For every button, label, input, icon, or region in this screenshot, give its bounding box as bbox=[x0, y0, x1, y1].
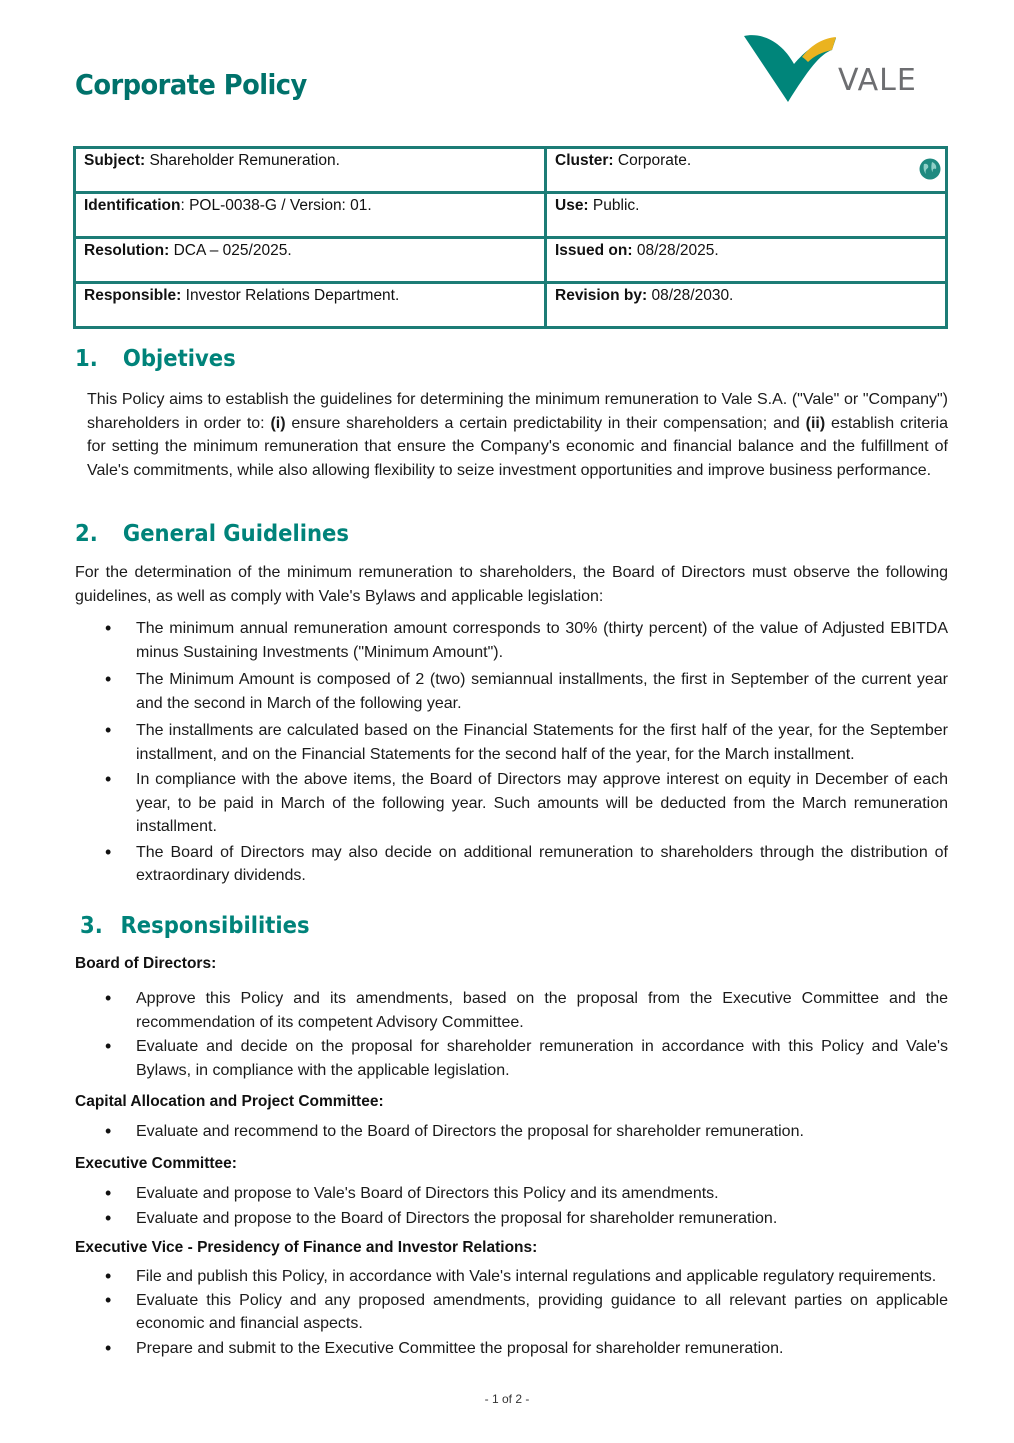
resolution-value: DCA – 025/2025. bbox=[173, 242, 292, 259]
vale-logo bbox=[742, 30, 932, 105]
use-cell bbox=[546, 193, 947, 238]
revision-by-label: Revision by: bbox=[555, 287, 648, 304]
policy-metadata-table bbox=[73, 146, 948, 329]
list-item: • Evaluate and propose to the Board of Directors the proposal for shareholder remuneration. bbox=[75, 1207, 948, 1231]
objectives-paragraph bbox=[87, 388, 948, 482]
table-row bbox=[75, 238, 947, 283]
section-heading-objectives bbox=[75, 346, 236, 372]
list-item: • Approve this Policy and its amendments, based on the proposal from the Executive Committee and the recommendation of its competent Advisory Committee. bbox=[75, 987, 948, 1034]
list-item: • In compliance with the above items, the Board of Directors may approve interest on equity in December of each year, to be paid in March of the following year. Such amounts will be deducted from the March remuneration installment. bbox=[75, 768, 948, 839]
section-title: Objetives bbox=[122, 346, 236, 372]
globe-icon bbox=[919, 158, 941, 180]
text-run: This Policy aims to establish the guidelines for determining the minimum remuneration to Vale S.A. ("Vale" or "Company") shareholders in order to: bbox=[87, 391, 948, 432]
cluster-value: Corporate. bbox=[617, 152, 692, 169]
finance-vp-list bbox=[75, 1265, 948, 1360]
section-title: General Guidelines bbox=[122, 521, 350, 547]
cluster-cell bbox=[546, 148, 947, 193]
marker-ii: (ii) bbox=[805, 414, 826, 432]
text-run: ensure shareholders a certain predictability in their compensation; and bbox=[285, 414, 806, 432]
marker-i: (i) bbox=[270, 414, 286, 432]
group-heading-executive-committee: Executive Committee: bbox=[75, 1155, 237, 1172]
guidelines-intro: For the determination of the minimum remuneration to shareholders, the Board of Directors must observe the following guidelines, as well as comply with Vale's Bylaws and applicable legislation: bbox=[75, 564, 948, 605]
group-heading-finance-vp: Executive Vice - Presidency of Finance and Investor Relations: bbox=[75, 1239, 538, 1256]
guidelines-list bbox=[75, 617, 948, 888]
table-row bbox=[75, 193, 947, 238]
subject-cell bbox=[75, 148, 546, 193]
capital-allocation-list bbox=[75, 1120, 948, 1144]
board-responsibilities-list bbox=[75, 987, 948, 1082]
list-item: • Evaluate and propose to Vale's Board of Directors this Policy and its amendments. bbox=[75, 1182, 948, 1206]
table-row bbox=[75, 283, 947, 328]
list-item: • File and publish this Policy, in accordance with Vale's internal regulations and applicable regulatory requirements. bbox=[75, 1265, 948, 1289]
text-run: establish criteria for setting the minimum remuneration that ensure the Company's economic and financial balance and the fulfillment of Vale's commitments, while also allowing flexibility to seize investment opportunities and improve business performance. bbox=[87, 414, 949, 479]
subject-value: Shareholder Remuneration. bbox=[145, 152, 340, 169]
group-heading-board: Board of Directors: bbox=[75, 955, 217, 972]
page-number: - 1 of 2 - bbox=[484, 1392, 530, 1406]
identification-label: Identification bbox=[84, 197, 181, 214]
list-item: • Evaluate and recommend to the Board of Directors the proposal for shareholder remuneration. bbox=[75, 1120, 948, 1144]
list-item: • Evaluate and decide on the proposal for shareholder remuneration in accordance with this Policy and Vale's Bylaws, in compliance with the applicable legislation. bbox=[75, 1035, 948, 1082]
executive-committee-list bbox=[75, 1182, 948, 1230]
resolution-cell bbox=[75, 238, 546, 283]
group-heading-capital-allocation: Capital Allocation and Project Committee: bbox=[75, 1093, 384, 1110]
section-title: Responsibilities bbox=[120, 913, 310, 939]
subject-label: Subject: bbox=[84, 152, 146, 169]
section-number: 1. bbox=[75, 346, 98, 372]
list-item: • The Minimum Amount is composed of 2 (two) semiannual installments, the first in September of the current year and the second in March of the following year. bbox=[75, 668, 948, 715]
table-row bbox=[75, 148, 947, 193]
revision-by-value: 08/28/2030. bbox=[651, 287, 734, 304]
section-heading-guidelines bbox=[75, 521, 349, 547]
responsible-label: Responsible: bbox=[84, 287, 182, 304]
list-item: • The installments are calculated based on the Financial Statements for the first half of the year, for the September installment, and on the Financial Statements for the second half of the year, for the March installment. bbox=[75, 719, 948, 766]
list-item: • The Board of Directors may also decide on additional remuneration to shareholders through the distribution of extraordinary dividends. bbox=[75, 841, 948, 888]
list-item: • Evaluate this Policy and any proposed amendments, providing guidance to all relevant parties on applicable economic and financial aspects. bbox=[75, 1289, 948, 1336]
issued-on-label: Issued on: bbox=[555, 242, 633, 259]
responsible-value: Investor Relations Department. bbox=[185, 287, 400, 304]
section-heading-responsibilities bbox=[80, 913, 310, 939]
vale-logo-icon bbox=[742, 30, 932, 105]
issued-on-value: 08/28/2025. bbox=[636, 242, 719, 259]
use-value: Public. bbox=[592, 197, 640, 214]
section-number: 3. bbox=[80, 913, 103, 939]
list-item: • The minimum annual remuneration amount corresponds to 30% (thirty percent) of the value of Adjusted EBITDA minus Sustaining Investments ("Minimum Amount"). bbox=[75, 617, 948, 664]
responsible-cell bbox=[75, 283, 546, 328]
section-number: 2. bbox=[75, 521, 98, 547]
resolution-label: Resolution: bbox=[84, 242, 170, 259]
identification-cell bbox=[75, 193, 546, 238]
issued-on-cell bbox=[546, 238, 947, 283]
page-title: Corporate Policy bbox=[75, 68, 307, 101]
identification-value: : POL-0038-G / Version: 01. bbox=[180, 197, 372, 214]
svg-text:VALE: VALE bbox=[838, 63, 917, 98]
list-item: • Prepare and submit to the Executive Committee the proposal for shareholder remuneration. bbox=[75, 1337, 948, 1361]
use-label: Use: bbox=[555, 197, 589, 214]
cluster-label: Cluster: bbox=[555, 152, 614, 169]
revision-by-cell bbox=[546, 283, 947, 328]
